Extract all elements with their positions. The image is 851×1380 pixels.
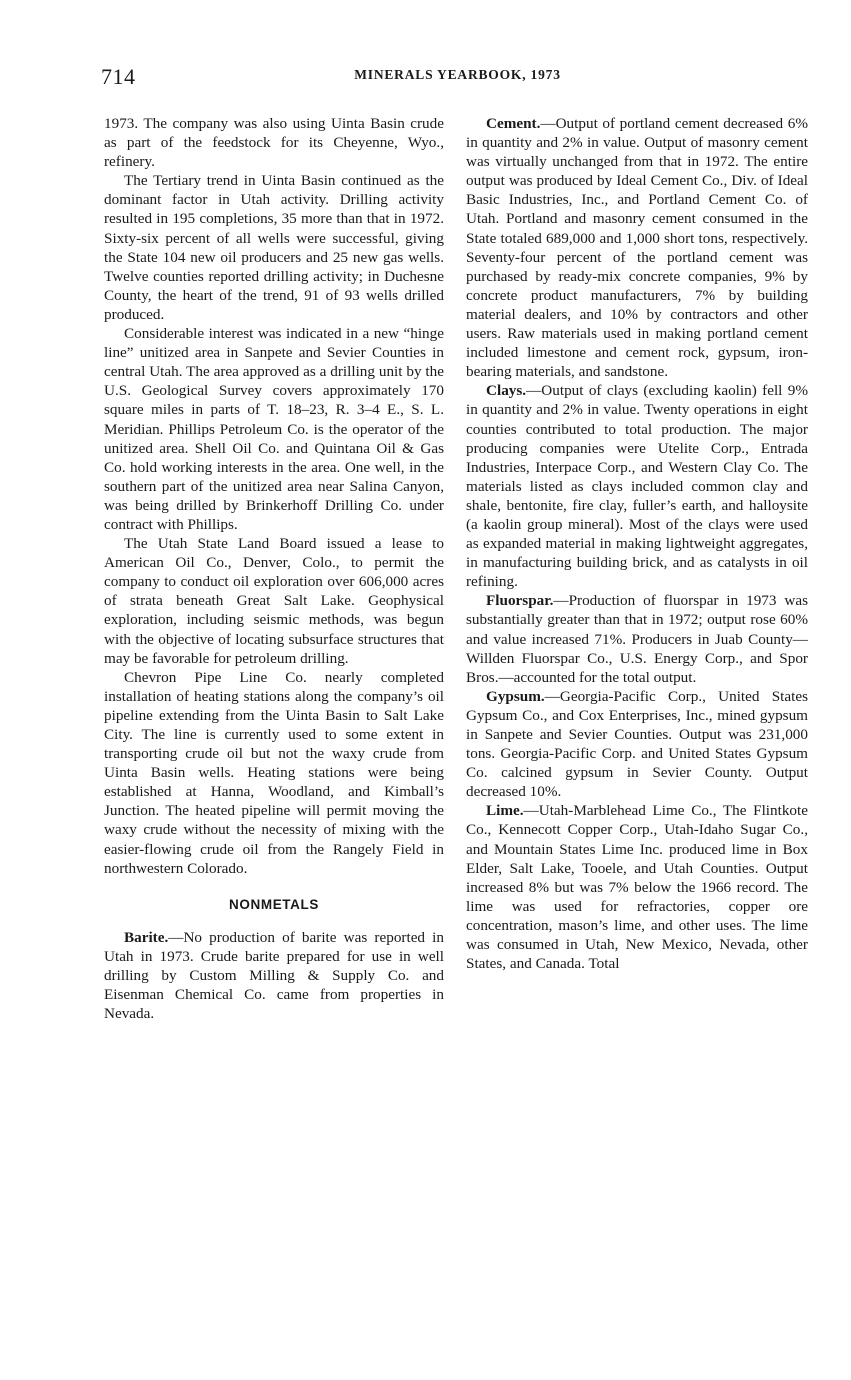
paragraph-cement <box>466 114 808 381</box>
cement-heading: Cement. <box>486 115 541 132</box>
paragraph-hinge-line: Considerable interest was indicated in a new “hinge line” unitized area in Sanpete and Sevier Counties in central Utah. The area approved as a drilling unit by the U.S. Geological Survey covers approximately 170 square miles in parts of T. 18–23, R. 3–4 E., S. L. Meridian. Phillips Petroleum Co. is the operator of the unitized area. Shell Oil Co. and Quintana Oil & Gas Co. hold working interests in the area. One well, in the southern part of the unitized area near Salina Canyon, was being drilled by Brinkerhoff Drilling Co. under contract with Phillips. <box>104 325 444 533</box>
paragraph-clays <box>466 381 808 591</box>
clays-text: —Output of clays (excluding kaolin) fell 9% in quantity and 2% in value. Twenty operations in eight counties contributed to total production. The major producing companies were Utelite Corp., Entrada Industries, Interpace Corp., and Western Clay Co. The materials listed as clays included common clay and shale, bentonite, fire clay, fuller’s earth, and halloysite (a kaolin group mineral). Most of the clays were used as expanded material in making lightweight aggregates, in manufacturing building brick, and as catalysts in oil refining. <box>466 382 808 591</box>
section-heading-nonmetals: NONMETALS <box>229 896 319 912</box>
barite-heading: Barite. <box>124 928 169 946</box>
gypsum-text: —Georgia-Pacific Corp., United States Gypsum Co., and Cox Enterprises, Inc., mined gypsum in Sanpete and Sevier Counties. Output was 231,000 tons. Georgia-Pacific Corp. and United States Gypsum Co. calcined gypsum in Sevier County. Output decreased 10%. <box>466 687 808 801</box>
barite-text: —No production of barite was reported in Utah in 1973. Crude barite prepared for use in well drilling by Custom Milling & Supply Co. and Eisenman Chemical Co. came from properties in Nevada. <box>104 928 444 1023</box>
paragraph-tertiary-trend: The Tertiary trend in Uinta Basin continued as the dominant factor in Utah activity. Drilling activity resulted in 195 completions, 35 more than that in 1972. Sixty-six percent of all wells were successful, giving the State 104 new oil producers and 25 new gas wells. Twelve counties reported drilling activity; in Duchesne County, the heart of the trend, 91 of 93 wells drilled produced. <box>104 172 444 323</box>
gypsum-heading: Gypsum. <box>486 687 545 705</box>
lime-heading: Lime. <box>486 802 524 820</box>
paragraph-barite <box>104 928 444 1023</box>
paragraph-gypsum <box>466 687 808 802</box>
page-number: 714 <box>101 64 136 89</box>
lime-text: —Utah-Marblehead Lime Co., The Flintkote Co., Kennecott Copper Corp., Utah-Idaho Sugar Co., and Mountain States Lime Inc. produced lime in Box Elder, Salt Lake, Tooele, and Utah Counties. Output increased 8% but was 7% below the 1966 record. The lime was used for refractories, copper ore concentration, mason’s lime, and other uses. The lime was consumed in Utah, New Mexico, Nevada, other States, and Canada. Total <box>466 802 808 973</box>
paragraph-land-board-lease: The Utah State Land Board issued a lease to American Oil Co., Denver, Colo., to permit the company to conduct oil exploration over 606,000 acres of strata beneath Great Salt Lake. Geophysical exploration, including seismic methods, was begun with the objective of locating subsurface structures that may be favorable for petroleum drilling. <box>104 535 444 667</box>
right-column <box>466 114 808 973</box>
running-title: MINERALS YEARBOOK, 1973 <box>354 67 561 82</box>
paragraph-fluorspar <box>466 591 808 686</box>
cement-text: —Output of portland cement decreased 6% in quantity and 2% in value. Output of masonry cement was virtually unchanged from that in 1972. The entire output was produced by Ideal Cement Co., Div. of Ideal Basic Industries, Inc., and Portland Cement Co. of Utah. Portland and masonry cement consumed in the State totaled 689,000 and 1,000 short tons, respectively. Seventy-four percent of the portland cement was purchased by ready-mix concrete companies, 9% by concrete product manufacturers, 7% by building material dealers, and 10% by contractors and other users. Raw materials used in making portland cement included limestone and cement rock, gypsum, iron-bearing materials, and sandstone. <box>466 115 808 381</box>
paragraph-refinery-feedstock: 1973. The company was also using Uinta Basin crude as part of the feedstock for its Cheyenne, Wyo., refinery. <box>104 115 444 171</box>
fluorspar-text: —Production of fluorspar in 1973 was substantially greater than that in 1972; output rose 60% and value increased 71%. Producers in Juab County—Willden Fluorspar Co., U.S. Energy Corp., and Spor Bros.—accounted for the total output. <box>466 592 808 686</box>
fluorspar-heading: Fluorspar. <box>486 592 554 610</box>
paragraph-lime <box>466 801 808 973</box>
left-column <box>104 114 444 1023</box>
clays-heading: Clays. <box>486 382 527 400</box>
paragraph-chevron-pipeline: Chevron Pipe Line Co. nearly completed installation of heating stations along the company’s oil pipeline extending from the Uinta Basin to Salt Lake City. The line is currently used to some extent in transporting crude oil but not the waxy crude from Uinta Basin wells. Heating stations were being established at Hanna, Woodland, and Kimball’s Junction. The heated pipeline will permit moving the waxy crude without the necessity of mixing with the easier-flowing crude oil from the Rangely Field in northwestern Colorado. <box>104 668 444 877</box>
